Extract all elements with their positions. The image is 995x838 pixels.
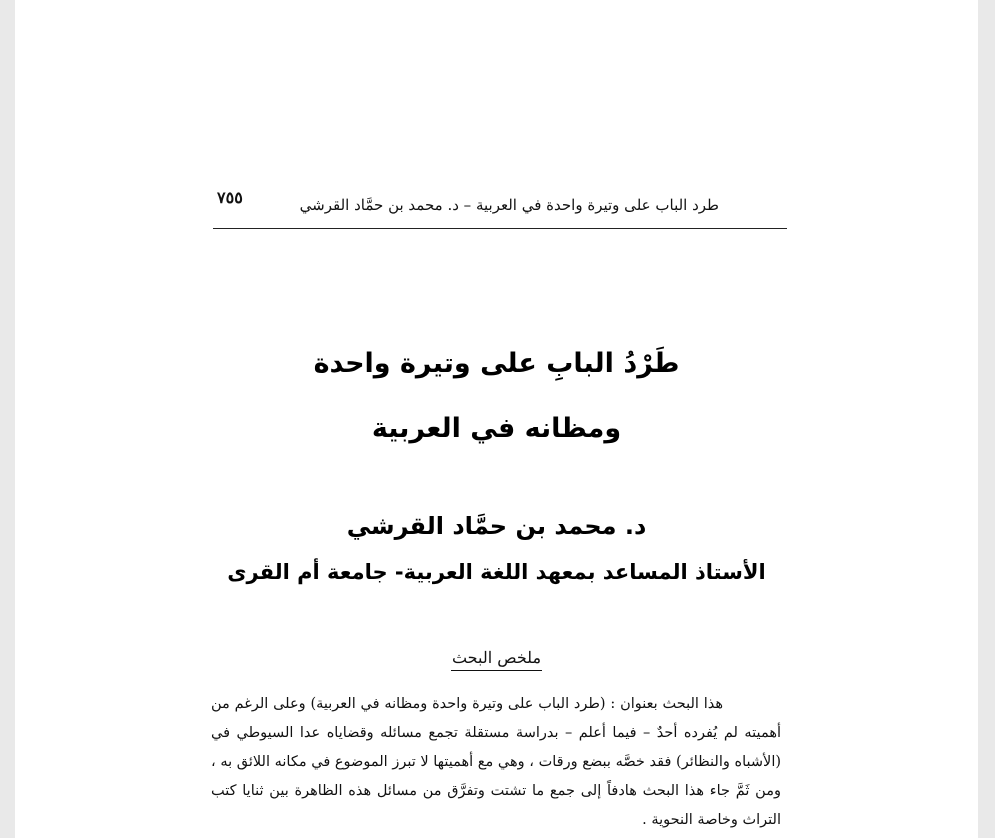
author-affiliation: الأستاذ المساعد بمعهد اللغة العربية- جامعة أم القرى xyxy=(227,560,766,584)
paper-title-line-2: ومظانه في العربية xyxy=(371,413,622,444)
abstract-body xyxy=(211,690,781,835)
running-header xyxy=(213,186,787,229)
abstract-paragraph: هذا البحث بعنوان : (طرد الباب على وتيرة واحدة ومظانه في العربية) وعلى الرغم من أهميته لم يُفرده أحدٌ – فيما أعلم – بدراسة مستقلة تجمع مسائله وقضاياه عدا السيوطي في (الأشباه والنظائر) فقد خصَّه ببضع ورقات ، وهي مع أهميتها لا تبرز الموضوع في مكانه اللائق به ، ومن ثَمَّ جاء هذا البحث هادفاً إلى جمع ما تشتت وتفرَّق من مسائل هذه الظاهرة بين ثنايا كتب التراث وخاصة النحوية . xyxy=(211,696,781,828)
running-title: طرد الباب على وتيرة واحدة في العربية – د. محمد بن حمَّاد القرشي xyxy=(299,196,719,214)
page-number: ٧٥٥ xyxy=(217,188,243,207)
author-name: د. محمد بن حمَّاد القرشي xyxy=(346,512,647,540)
abstract-heading-wrapper xyxy=(15,648,978,671)
abstract-heading: ملخص البحث xyxy=(451,648,542,671)
paper-title-line-1: طَرْدُ البابِ على وتيرة واحدة xyxy=(313,348,680,379)
document-page xyxy=(15,0,978,838)
